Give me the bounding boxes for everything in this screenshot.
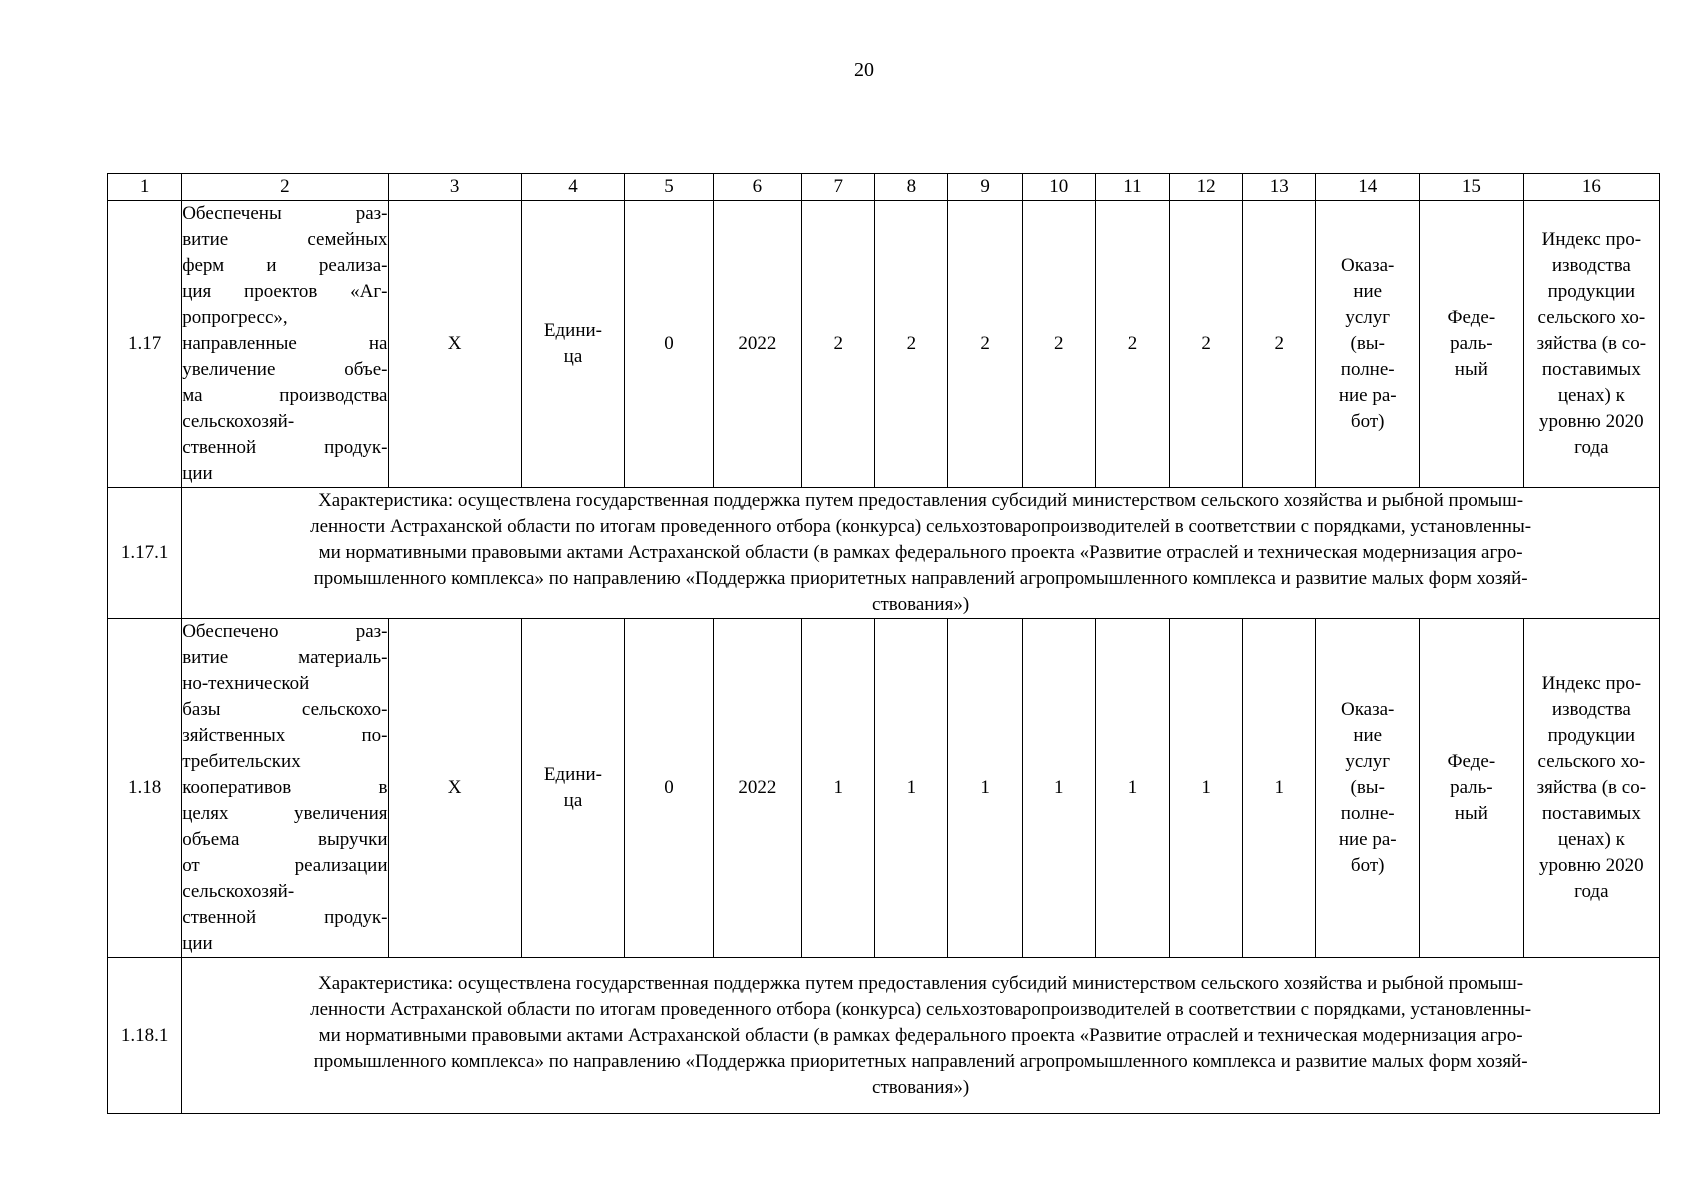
cell-col5: 0	[625, 201, 713, 488]
indicator-name-line: ма производства	[182, 385, 388, 406]
cell-col8: 2	[875, 201, 948, 488]
indicator-name-line: базы сельскохо-	[182, 699, 388, 720]
cell-col12: 1	[1170, 619, 1243, 958]
row-id: 1.17	[108, 201, 182, 488]
cell-col12: 2	[1170, 201, 1243, 488]
column-number: 12	[1170, 174, 1243, 201]
indicator-name-line: сельскохозяй-	[182, 411, 295, 432]
year-cell: 2022	[713, 201, 801, 488]
column-number: 10	[1022, 174, 1095, 201]
cell-col10: 1	[1022, 619, 1095, 958]
indicator-name-line: зяйственных по-	[182, 725, 388, 746]
cell-col13: 2	[1243, 201, 1316, 488]
indicator-name-line: целях увеличения	[182, 803, 388, 824]
row-id: 1.18	[108, 619, 182, 958]
indicator-name-line: ропрогресс»,	[182, 307, 288, 328]
cell-col16: Индекс про- изводства продукции сельского хо- зяйства (в со- поставимых ценах) к уровню 2020 года	[1523, 201, 1659, 488]
indicator-name-cell	[182, 619, 388, 958]
column-number: 7	[802, 174, 875, 201]
cell-col9: 2	[948, 201, 1022, 488]
indicator-name-line: объема выручки	[182, 829, 388, 850]
cell-col7: 2	[802, 201, 875, 488]
column-number: 6	[713, 174, 801, 201]
column-number: 3	[388, 174, 521, 201]
unit-cell: Едини- ца	[521, 201, 625, 488]
indicator-name-line: сельскохозяй-	[182, 881, 295, 902]
cell-col13: 1	[1243, 619, 1316, 958]
column-number: 9	[948, 174, 1022, 201]
column-number: 8	[875, 174, 948, 201]
indicator-name-line: витие семейных	[182, 229, 388, 250]
column-number-row	[108, 174, 1660, 201]
indicator-name-cell	[182, 201, 388, 488]
cell-col9: 1	[948, 619, 1022, 958]
indicator-table	[107, 173, 1660, 1114]
cell-col7: 1	[802, 619, 875, 958]
indicator-name	[182, 619, 387, 957]
column-number: 5	[625, 174, 713, 201]
table-row	[108, 201, 1660, 488]
indicator-name-line: Обеспечены раз-	[182, 203, 388, 224]
cell-col14: Оказа- ние услуг (вы- полне- ние ра- бот)	[1316, 201, 1420, 488]
column-number: 4	[521, 174, 625, 201]
cell-col3: X	[388, 201, 521, 488]
indicator-name-line: ственной продук-	[182, 437, 388, 458]
description-text: Характеристика: осуществлена государственная поддержка путем предоставления субсидий министерством сельского хозяйства и рыбной промыш- ленности Астраханской области по итогам проведенного отбора (конкурса) сельхозтоваропроизводителей в соответствии с порядками, установленны- ми нормативными правовыми актами Астраханской области (в рамках федерального проекта «Развитие отраслей и техническая модернизация агро- промышленного комплекса» по направлению «Поддержка приоритетных направлений агропромышленного комплекса и развитие малых форм хозяй- ствования»)	[182, 488, 1660, 619]
cell-col5: 0	[625, 619, 713, 958]
column-number: 14	[1316, 174, 1420, 201]
year-cell: 2022	[713, 619, 801, 958]
cell-col14: Оказа- ние услуг (вы- полне- ние ра- бот)	[1316, 619, 1420, 958]
description-row	[108, 958, 1660, 1114]
indicator-name-line: Обеспечено раз-	[182, 621, 388, 642]
indicator-name-line: витие материаль-	[182, 647, 388, 668]
column-number: 11	[1095, 174, 1169, 201]
indicator-name-line: но-технической	[182, 673, 310, 694]
cell-col11: 2	[1095, 201, 1169, 488]
cell-col10: 2	[1022, 201, 1095, 488]
cell-col3: X	[388, 619, 521, 958]
indicator-name	[182, 201, 387, 487]
cell-col15: Феде- раль- ный	[1420, 619, 1524, 958]
indicator-name-line: ции	[182, 463, 213, 484]
column-number: 16	[1523, 174, 1659, 201]
unit-cell: Едини- ца	[521, 619, 625, 958]
column-number: 1	[108, 174, 182, 201]
indicator-name-line: от реализации	[182, 855, 388, 876]
row-id: 1.18.1	[108, 958, 182, 1114]
indicator-name-line: ция проектов «Аг-	[182, 281, 388, 302]
indicator-name-line: ции	[182, 933, 213, 954]
cell-col11: 1	[1095, 619, 1169, 958]
column-number: 2	[182, 174, 388, 201]
indicator-name-line: ферм и реализа-	[182, 255, 388, 276]
indicator-name-line: направленные на	[182, 333, 388, 354]
page-number: 20	[854, 59, 874, 81]
cell-col8: 1	[875, 619, 948, 958]
column-number: 15	[1420, 174, 1524, 201]
description-text: Характеристика: осуществлена государственная поддержка путем предоставления субсидий министерством сельского хозяйства и рыбной промыш- ленности Астраханской области по итогам проведенного отбора (конкурса) сельхозтоваропроизводителей в соответствии с порядками, установленны- ми нормативными правовыми актами Астраханской области (в рамках федерального проекта «Развитие отраслей и техническая модернизация агро- промышленного комплекса» по направлению «Поддержка приоритетных направлений агропромышленного комплекса и развитие малых форм хозяй- ствования»)	[182, 958, 1660, 1114]
indicator-name-line: кооперативов в	[182, 777, 388, 798]
cell-col16: Индекс про- изводства продукции сельского хо- зяйства (в со- поставимых ценах) к уровню 2020 года	[1523, 619, 1659, 958]
indicator-name-line: ственной продук-	[182, 907, 388, 928]
column-number: 13	[1243, 174, 1316, 201]
table-row	[108, 619, 1660, 958]
indicator-name-line: требительских	[182, 751, 301, 772]
description-row	[108, 488, 1660, 619]
indicator-name-line: увеличение объе-	[182, 359, 388, 380]
cell-col15: Феде- раль- ный	[1420, 201, 1524, 488]
row-id: 1.17.1	[108, 488, 182, 619]
